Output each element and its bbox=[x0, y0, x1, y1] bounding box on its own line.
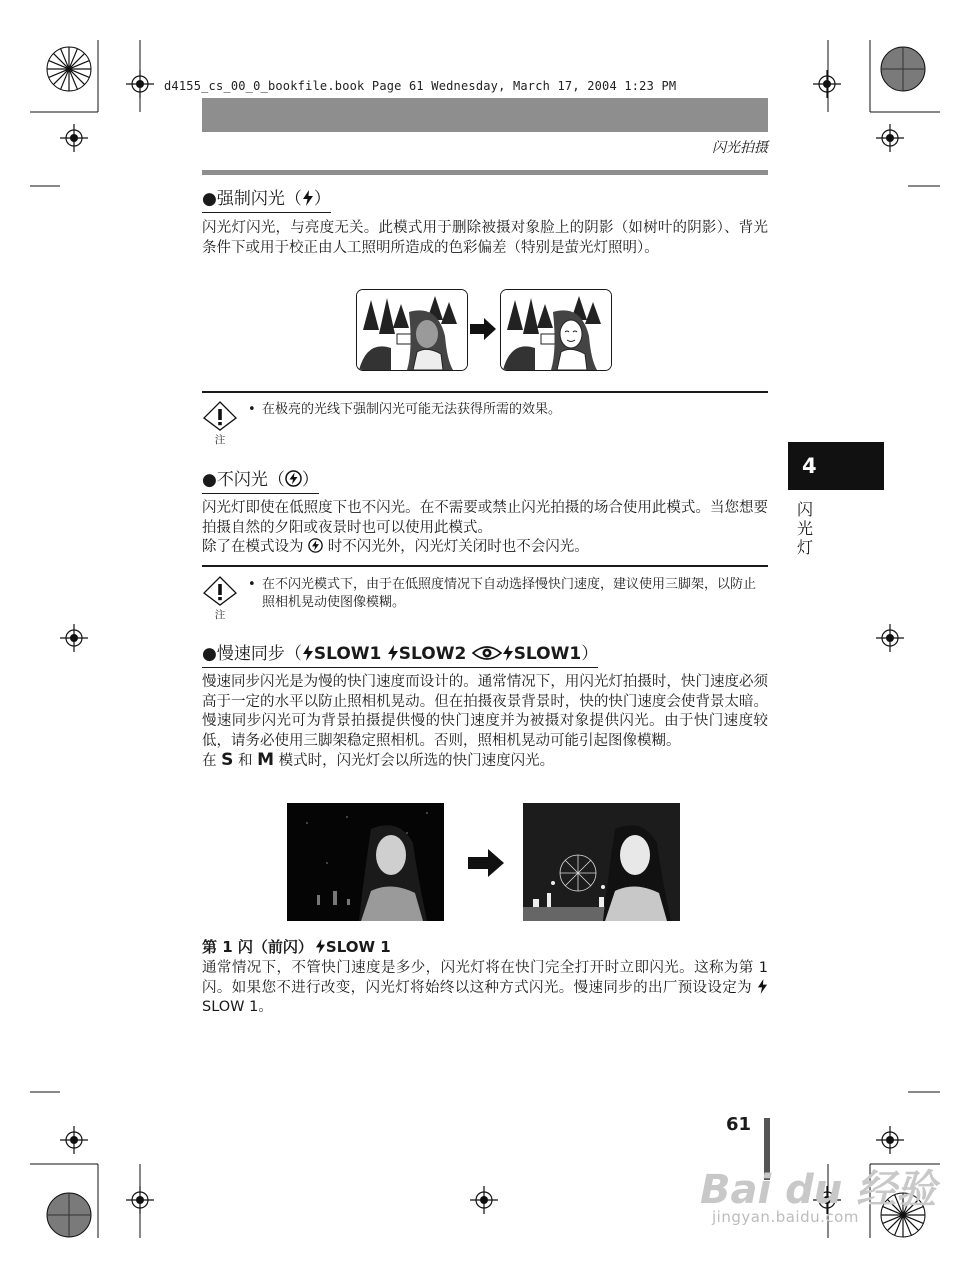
note-divider bbox=[202, 391, 768, 393]
note-2-text: • 在不闪光模式下，由于在低照度情况下自动选择慢快门速度，建议使用三脚架，以防止照相机晃动使图像模糊。 bbox=[248, 577, 757, 610]
heading-bullet: ● bbox=[202, 644, 217, 664]
mode-m-label: M bbox=[257, 750, 274, 770]
flash-bolt-icon bbox=[302, 645, 314, 661]
right-arrow-icon bbox=[470, 318, 496, 340]
red-eye-icon bbox=[472, 645, 502, 661]
warning-note-icon bbox=[203, 576, 237, 606]
registration-mark-icon bbox=[60, 124, 88, 152]
flash-bolt-icon bbox=[502, 645, 514, 661]
warning-note-icon bbox=[203, 401, 237, 431]
first-curtain-description: 通常情况下，不管快门速度是多少，闪光灯将在快门完全打开时立即闪光。这称为第 1 闪。如果您不进行改变，闪光灯将始终以这种方式闪光。慢速同步的出厂预设设定为 SLOW 1。 bbox=[202, 960, 768, 1015]
no-flash-icon bbox=[308, 538, 323, 553]
flash-bolt-icon bbox=[315, 939, 326, 954]
heading-slow-sync: ●慢速同步（ SLOW1 SLOW2 SLOW1） bbox=[202, 643, 598, 668]
section-label: 闪光拍摄 bbox=[712, 140, 768, 156]
watermark-url: jingyan.baidu.com bbox=[712, 1208, 859, 1226]
registration-mark-icon bbox=[876, 124, 904, 152]
no-flash-description: 闪光灯即使在低照度下也不闪光。在不需要或禁止闪光拍摄的场合使用此模式。当您想要拍摄自然的夕阳或夜景时也可以使用此模式。 除了在模式设为 时不闪光外，闪光灯关闭时也不会闪光。 bbox=[202, 500, 768, 555]
heading-no-flash: ●不闪光（ ） bbox=[202, 469, 319, 494]
page-number: 61 bbox=[726, 1114, 752, 1135]
note-2: 注 bbox=[203, 576, 237, 622]
slow-sync-description: 慢速同步闪光是为慢的快门速度而设计的。通常情况下，用闪光灯拍摄时，快门速度必须高于一定的水平以防止照相机晃动。但在拍摄夜景背景时，快的快门速度会使背景太暗。慢速同步闪光可为背景拍摄提供慢的快门速度并为被摄对象提供闪光。由于快门速度较低，请务必使用三脚架稳定照相机。否则，照相机晃动可能引起图像模糊。 在 S 和 M 模式时，闪光灯会以所选的快门速度闪光。 bbox=[202, 674, 768, 770]
illustration-after-flash bbox=[500, 289, 612, 371]
section-rule bbox=[202, 170, 768, 175]
photo-with-slow-sync bbox=[523, 803, 680, 921]
print-header: d4155_cs_00_0_bookfile.book Page 61 Wednesday, March 17, 2004 1:23 PM bbox=[164, 79, 677, 93]
note-divider bbox=[202, 565, 768, 567]
registration-mark-icon bbox=[126, 1186, 154, 1214]
chapter-name: 闪光灯 bbox=[796, 500, 813, 557]
no-flash-icon bbox=[285, 470, 302, 487]
forced-flash-description: 闪光灯闪光，与亮度无关。此模式用于删除被摄对象脸上的阴影（如树叶的阴影）、背光条件下或用于校正由人工照明所造成的色彩偏差（特别是萤光灯照明）。 bbox=[202, 220, 768, 256]
flash-bolt-icon bbox=[757, 979, 768, 994]
flash-bolt-icon bbox=[302, 190, 314, 206]
registration-mark-icon bbox=[60, 624, 88, 652]
registration-mark-icon bbox=[876, 1126, 904, 1154]
note-1-text: • 在极亮的光线下强制闪光可能无法获得所需的效果。 bbox=[248, 402, 562, 417]
section-band bbox=[202, 98, 768, 132]
sunburst-target-icon bbox=[46, 46, 92, 92]
registration-mark-icon bbox=[60, 1126, 88, 1154]
registration-mark-icon bbox=[876, 624, 904, 652]
note-1: 注 bbox=[203, 401, 237, 447]
registration-mark-icon bbox=[813, 70, 841, 98]
heading-forced-flash: ●强制闪光（ ） bbox=[202, 188, 331, 213]
flash-bolt-icon bbox=[387, 645, 399, 661]
photo-without-slow-sync bbox=[287, 803, 444, 921]
heading-bullet: ● bbox=[202, 189, 217, 209]
watermark-logo: Bai du 经验 bbox=[700, 1167, 937, 1213]
grey-density-target-icon bbox=[880, 46, 926, 92]
chapter-tab: 4 bbox=[788, 442, 884, 490]
subheading-first-curtain: 第 1 闪（前闪） SLOW 1 bbox=[202, 938, 391, 956]
registration-mark-icon bbox=[470, 1186, 498, 1214]
grey-density-target-icon bbox=[46, 1192, 92, 1238]
illustration-before-flash bbox=[356, 289, 468, 371]
right-arrow-icon bbox=[468, 849, 504, 877]
mode-s-label: S bbox=[221, 750, 234, 770]
heading-bullet: ● bbox=[202, 470, 217, 490]
registration-mark-icon bbox=[126, 70, 154, 98]
